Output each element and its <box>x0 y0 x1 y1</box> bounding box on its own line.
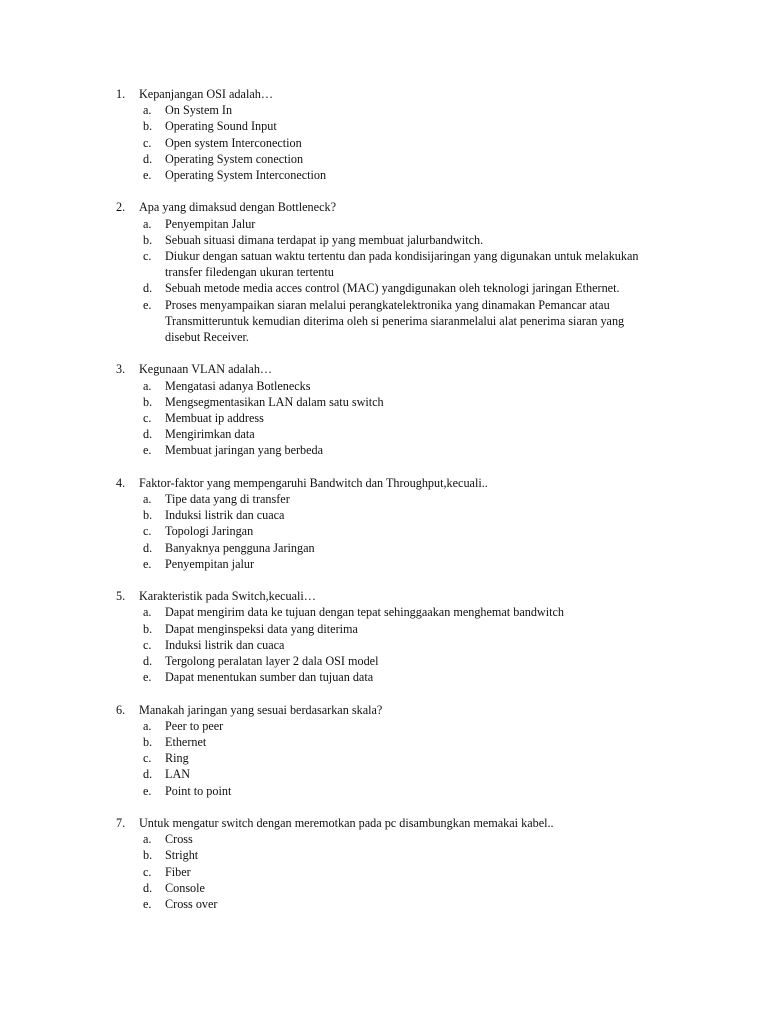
option-text: Penyempitan Jalur <box>165 216 256 231</box>
option-b <box>0 394 768 410</box>
option-text: Open system Interconection <box>165 135 302 150</box>
question-1 <box>0 86 768 183</box>
option-text-line-1: Proses menyampaikan siaran melalui perangkatelektronika yang dinamakan Pemancar atau <box>165 297 610 312</box>
option-c <box>0 410 768 426</box>
option-letter: d. <box>143 880 153 895</box>
option-text: LAN <box>165 767 191 782</box>
option-letter: b. <box>143 734 153 749</box>
option-d <box>0 653 768 669</box>
option-letter: d. <box>143 767 153 782</box>
option-text: Membuat jaringan yang berbeda <box>165 443 324 458</box>
option-a <box>0 491 768 507</box>
option-d <box>0 540 768 556</box>
question-text: Untuk mengatur switch dengan meremotkan pada pc disambungkan memakai kabel.. <box>139 815 554 830</box>
option-letter: c. <box>143 524 152 539</box>
option-e <box>0 297 768 346</box>
option-text: Operating System Interconection <box>165 168 327 182</box>
option-text: Dapat menginspeksi data yang diterima <box>165 621 358 636</box>
option-c <box>0 637 768 653</box>
option-e <box>0 669 768 685</box>
option-text: Induksi listrik dan cuaca <box>165 508 285 523</box>
option-b <box>0 118 768 134</box>
question-4 <box>0 475 768 572</box>
option-letter: a. <box>143 378 152 393</box>
option-text: Topologi Jaringan <box>165 524 254 539</box>
option-e <box>0 896 768 912</box>
option-d <box>0 151 768 167</box>
option-b <box>0 734 768 750</box>
question-number: 3. <box>116 362 126 377</box>
question-6 <box>0 702 768 799</box>
option-b <box>0 507 768 523</box>
option-text: Mengatasi adanya Botlenecks <box>165 378 311 393</box>
option-d <box>0 766 768 782</box>
option-text-line-2: transfer filedengan ukuran tertentu <box>165 265 334 280</box>
option-letter: e. <box>143 896 152 911</box>
option-e <box>0 167 768 183</box>
option-a <box>0 604 768 620</box>
question-3 <box>0 361 768 458</box>
option-text: Membuat ip address <box>165 410 264 425</box>
option-letter: c. <box>143 248 152 263</box>
question-text: Kepanjangan OSI adalah… <box>139 87 274 101</box>
option-text: Cross <box>165 832 193 847</box>
option-c <box>0 523 768 539</box>
option-a <box>0 216 768 232</box>
option-letter: e. <box>143 297 152 312</box>
option-text: On System In <box>165 103 233 118</box>
option-letter: b. <box>143 508 153 523</box>
option-text: Ring <box>165 751 189 766</box>
option-letter: b. <box>143 119 153 134</box>
option-a <box>0 102 768 118</box>
option-letter: c. <box>143 864 152 879</box>
option-letter: a. <box>143 103 152 118</box>
option-letter: d. <box>143 281 153 296</box>
option-text: Point to point <box>165 783 232 798</box>
option-text: Mengirimkan data <box>165 427 255 442</box>
question-2 <box>0 199 768 345</box>
option-letter: e. <box>143 783 152 798</box>
option-text: Console <box>165 880 205 895</box>
option-letter: a. <box>143 491 152 506</box>
option-letter: b. <box>143 621 153 636</box>
option-letter: a. <box>143 718 152 733</box>
question-number: 5. <box>116 589 126 604</box>
option-letter: d. <box>143 427 153 442</box>
option-letter: d. <box>143 540 153 555</box>
option-text: Tipe data yang di transfer <box>165 491 290 506</box>
option-text-line-3: disebut Receiver. <box>165 330 249 344</box>
option-letter: c. <box>143 637 152 652</box>
option-letter: e. <box>143 670 152 685</box>
option-letter: d. <box>143 653 153 668</box>
option-text: Operating System conection <box>165 151 304 166</box>
document-page <box>0 86 768 928</box>
option-c <box>0 248 768 280</box>
option-b <box>0 232 768 248</box>
option-letter: c. <box>143 751 152 766</box>
option-text: Stright <box>165 848 199 863</box>
option-letter: e. <box>143 168 152 182</box>
option-letter: b. <box>143 848 153 863</box>
option-text-line-2: Transmitteruntuk kemudian diterima oleh si penerima siaranmelalui alat penerima siaran yang <box>165 313 625 328</box>
question-7 <box>0 815 768 912</box>
option-letter: c. <box>143 135 152 150</box>
option-letter: b. <box>143 232 153 247</box>
option-e <box>0 556 768 572</box>
question-number: 2. <box>116 200 126 215</box>
option-text: Ethernet <box>165 734 207 749</box>
option-a <box>0 718 768 734</box>
question-text: Karakteristik pada Switch,kecuali… <box>139 589 316 604</box>
option-text-line-1: Diukur dengan satuan waktu tertentu dan pada kondisijaringan yang digunakan untuk melakukan <box>165 248 639 263</box>
question-number: 1. <box>116 87 126 101</box>
option-c <box>0 864 768 880</box>
option-text: Peer to peer <box>165 718 224 733</box>
question-number: 6. <box>116 702 126 717</box>
option-letter: c. <box>143 410 152 425</box>
option-b <box>0 621 768 637</box>
option-text: Sebuah situasi dimana terdapat ip yang membuat jalurbandwitch. <box>165 232 484 247</box>
option-d <box>0 280 768 296</box>
option-letter: a. <box>143 216 152 231</box>
question-number: 4. <box>116 475 126 490</box>
option-text: Tergolong peralatan layer 2 dala OSI model <box>165 653 379 668</box>
option-c <box>0 750 768 766</box>
option-e <box>0 442 768 458</box>
option-letter: b. <box>143 394 153 409</box>
option-text: Fiber <box>165 864 191 879</box>
option-text: Penyempitan jalur <box>165 556 255 571</box>
option-text: Cross over <box>165 896 218 911</box>
question-text: Manakah jaringan yang sesuai berdasarkan skala? <box>139 702 383 717</box>
question-text: Apa yang dimaksud dengan Bottleneck? <box>139 200 336 215</box>
option-e <box>0 783 768 799</box>
option-d <box>0 426 768 442</box>
option-letter: e. <box>143 443 152 458</box>
option-d <box>0 880 768 896</box>
question-text: Faktor-faktor yang mempengaruhi Bandwitch dan Throughput,kecuali.. <box>139 475 488 490</box>
option-b <box>0 847 768 863</box>
question-5 <box>0 588 768 685</box>
option-a <box>0 378 768 394</box>
option-letter: e. <box>143 556 152 571</box>
option-text: Dapat mengirim data ke tujuan dengan tepat sehinggaakan menghemat bandwitch <box>165 605 565 620</box>
option-text: Sebuah metode media acces control (MAC) yangdigunakan oleh teknologi jaringan Ethernet. <box>165 281 620 296</box>
option-text: Induksi listrik dan cuaca <box>165 637 285 652</box>
question-text: Kegunaan VLAN adalah… <box>139 362 273 377</box>
option-text: Dapat menentukan sumber dan tujuan data <box>165 670 374 685</box>
option-a <box>0 831 768 847</box>
option-text: Banyaknya pengguna Jaringan <box>165 540 315 555</box>
question-number: 7. <box>116 815 126 830</box>
option-letter: a. <box>143 605 152 620</box>
option-text: Mengsegmentasikan LAN dalam satu switch <box>165 394 384 409</box>
option-letter: d. <box>143 151 153 166</box>
option-letter: a. <box>143 832 152 847</box>
option-text: Operating Sound Input <box>165 119 277 134</box>
option-c <box>0 135 768 151</box>
